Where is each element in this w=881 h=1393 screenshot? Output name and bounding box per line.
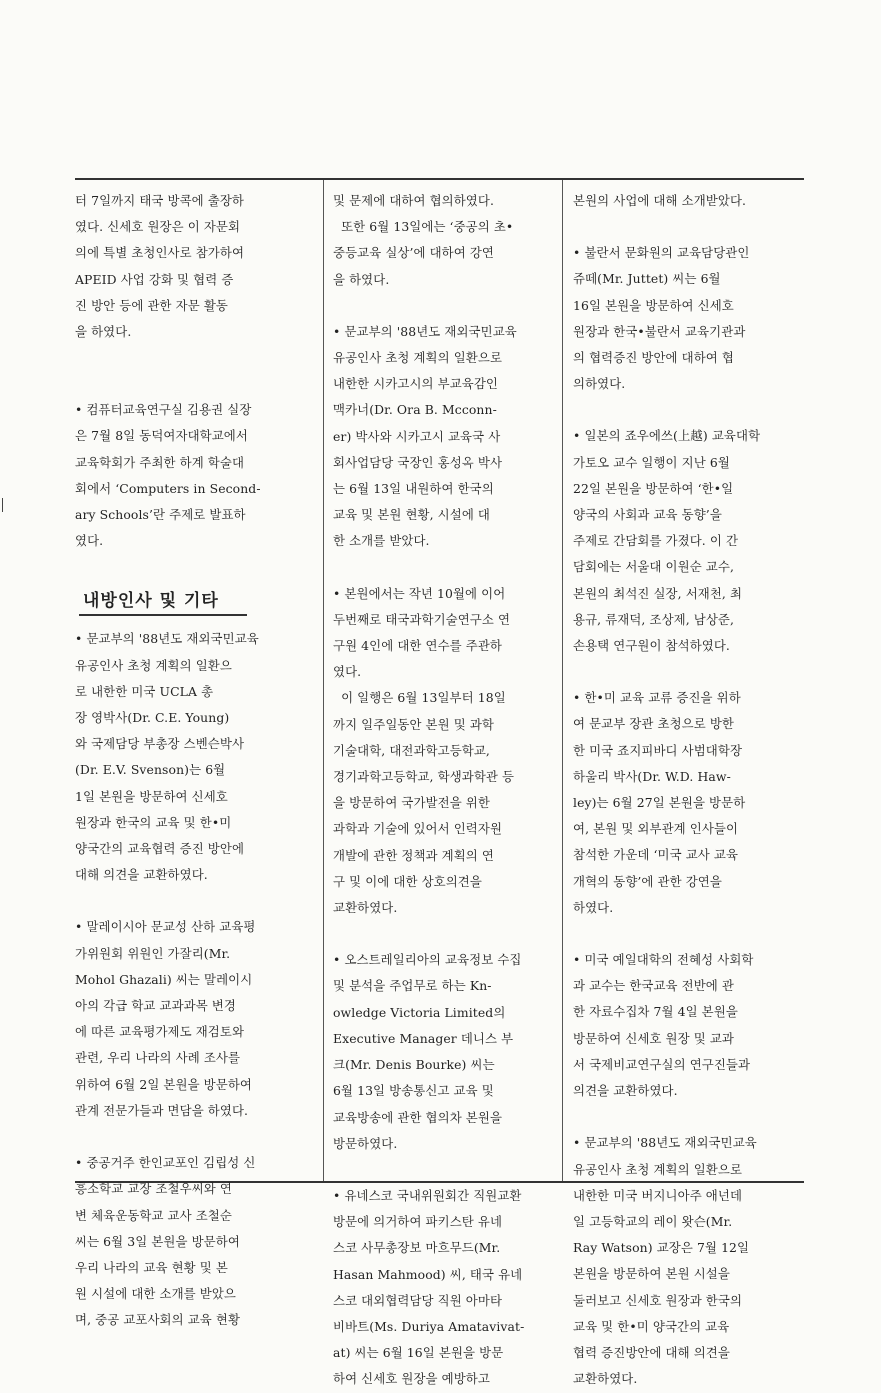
column-right bbox=[573, 188, 799, 1387]
news-item: • 본원에서는 작년 10월에 이어 두번째로 태국과학기술연구소 연 구원 4인에 대한 연수를 주관하 였다. 이 일행은 6월 13일부터 18일 까지 일주일동안 본원 및 과학 기술대학, 대전과학고등학교, 경기과학고등학교, 학생과학관 등 을 방문하여 국가발전을 위한 과학과 기술에 있어서 인력자원 개발에 관한 정책과 계획의 연 구 및 이에 대한 상호의견을 교환하였다. bbox=[333, 585, 515, 916]
scan-mark bbox=[2, 498, 3, 512]
news-page-frame bbox=[75, 178, 804, 1387]
news-item: • 한•미 교육 교류 증진을 위하 여 문교부 장관 초청으로 방한 한 미국 죠지피바디 사범대학장 하울리 박사(Dr. W.D. Haw- ley)는 6월 27일 본원을 방문하 여, 본원 및 외부관계 인사들이 참석한 가운데 ‘미국 교사 교육 개혁의 동향’에 관한 강연을 하였다. bbox=[573, 690, 746, 915]
news-item: • 문교부의 '88년도 재외국민교육 유공인사 초청 계획의 일환으 로 내한한 미국 UCLA 총 장 영박사(Dr. C.E. Young) 와 국제담당 부총장 스벤슨박사 (Dr. E.V. Svenson)는 6월 1일 본원을 방문하여 신세호 원장과 한국의 교육 및 한•미 양국간의 교육협력 증진 방안에 대해 의견을 교환하였다. bbox=[75, 631, 259, 883]
news-item: • 불란서 문화원의 교육담당관인 쥬떼(Mr. Juttet) 씨는 6월 16일 본원을 방문하여 신세호 원장과 한국•불란서 교육기관과 의 협력증진 방안에 대하여 협 의하였다. bbox=[573, 245, 750, 392]
column-left bbox=[75, 188, 313, 1328]
section-heading: 내방인사 및 기타 bbox=[79, 586, 247, 616]
news-item: • 컴퓨터교육연구실 김용권 실장 은 7월 8일 동덕여자대학교에서 교육학회가 주최한 하계 학술대 회에서 ‘Computers in Second- ary Schools’란 주제로 발표하 였다. bbox=[75, 402, 261, 549]
news-item: • 문교부의 '88년도 재외국민교육 유공인사 초청 계획의 일환으로 내한한 미국 버지니아주 애넌데 일 고등학교의 레이 왓슨(Mr. Ray Watson) 교장은 7월 12일 본원을 방문하여 본원 시설을 둘러보고 신세호 원장과 한국의 교육 및 한•미 양국간의 교육 협력 증진방안에 대해 의견을 교환하였다. bbox=[573, 1135, 757, 1387]
news-item: • 미국 예일대학의 전혜성 사회학 과 교수는 한국교육 전반에 관 한 자료수집차 7월 4일 본원을 방문하여 신세호 원장 및 교과 서 국제비교연구실의 연구진들과 의견을 교환하였다. bbox=[573, 952, 754, 1099]
column-divider bbox=[323, 180, 324, 1181]
news-item: • 유네스코 국내위원회간 직원교환 방문에 의거하여 파키스탄 유네 스코 사무총장보 마흐무드(Mr. Hasan Mahmood) 씨, 태국 유네 스코 대외협력담당 직원 아마타 비바트(Ms. Duriya Amatavivat- at) 씨는 6월 16일 본원을 방문 하여 신세호 원장을 예방하고 bbox=[333, 1187, 525, 1387]
news-item: 및 문제에 대하여 협의하였다. 또한 6월 13일에는 ‘중공의 초• 중등교육 실상’에 대하여 강연 을 하였다. bbox=[333, 193, 514, 287]
news-item: • 말레이시아 문교성 산하 교육평 가위원회 위원인 가잘리(Mr. Mohol Ghazali) 씨는 말레이시 아의 각급 학교 교과과목 변경 에 따른 교육평가제도 재검토와 관련, 우리 나라의 사례 조사를 위하여 6월 2일 본원을 방문하여 관계 전문가들과 면담을 하였다. bbox=[75, 919, 256, 1118]
news-item: • 일본의 죠우에쓰(上越) 교육대학 가토오 교수 일행이 지난 6월 22일 본원을 방문하여 ‘한•일 양국의 사회과 교육 동향’을 주제로 간담회를 가졌다. 이 간 담회에는 서울대 이원순 교수, 본원의 최석진 실장, 서재천, 최 용규, 류재덕, 조상제, 남상준, 손용택 연구원이 참석하였다. bbox=[573, 428, 761, 654]
column-divider bbox=[562, 180, 563, 1181]
column-middle bbox=[333, 188, 555, 1387]
news-item: • 중공거주 한인교포인 김립성 신 흥소학교 교장 조철우씨와 연 변 체육운동학교 교사 조철순 씨는 6월 3일 본원을 방문하여 우리 나라의 교육 현황 및 본 원 시설에 대한 소개를 받았으 며, 중공 교포사회의 교육 현황 bbox=[75, 1155, 256, 1328]
news-item: 터 7일까지 태국 방콕에 출장하 였다. 신세호 원장은 이 자문회 의에 특별 초청인사로 참가하여 APEID 사업 강화 및 협력 증 진 방안 등에 관한 자문 활동 을 하였다. bbox=[75, 193, 245, 340]
news-item: • 오스트레일리아의 교육정보 수집 및 분석을 주업무로 하는 Kn- owledge Victoria Limited의 Executive Manager 데니스 부 크(Mr. Denis Bourke) 씨는 6월 13일 방송통신고 교육 및 교육방송에 관한 협의차 본원을 방문하였다. bbox=[333, 952, 522, 1151]
news-item: 본원의 사업에 대해 소개받았다. bbox=[573, 193, 747, 208]
news-item: • 문교부의 '88년도 재외국민교육 유공인사 초청 계획의 일환으로 내한한 시카고시의 부교육감인 맥카너(Dr. Ora B. Mcconn- er) 박사와 시카고시 교육국 사 회사업담당 국장인 홍성옥 박사 는 6월 13일 내원하여 한국의 교육 및 본원 현황, 시설에 대 한 소개를 받았다. bbox=[333, 323, 517, 549]
